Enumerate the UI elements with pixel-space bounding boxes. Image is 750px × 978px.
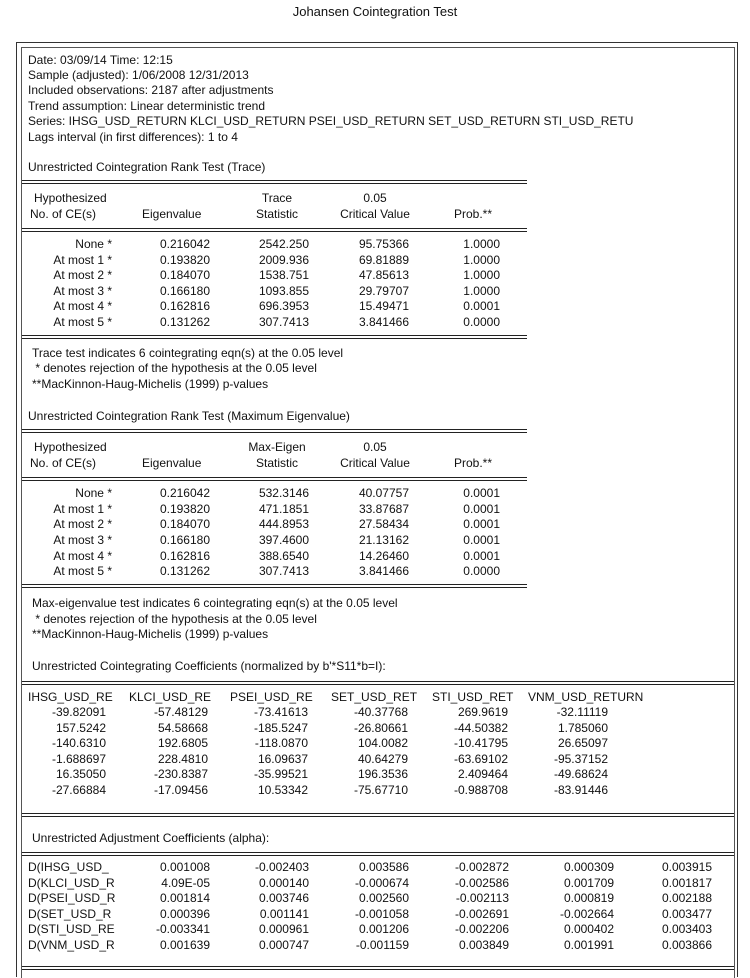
adj-cell: 0.000140 [258, 876, 309, 890]
coef-cell: -26.80661 [353, 721, 408, 735]
adj-cell: 0.000819 [563, 891, 614, 905]
adj-cell: -0.002691 [454, 907, 509, 921]
divider [22, 338, 527, 339]
coef-cell: -57.48129 [153, 705, 208, 719]
divider [22, 228, 527, 229]
coef-cell: -0.988708 [453, 783, 508, 797]
trace-note: * denotes rejection of the hypothesis at the 0.05 level [32, 361, 317, 375]
cv-cell: 47.85613 [358, 268, 409, 282]
coef-cell: -83.91446 [553, 783, 608, 797]
hyp-cell: None * [75, 486, 112, 500]
adj-cell: 0.000396 [159, 907, 210, 921]
cv-cell: 3.841466 [358, 564, 409, 578]
hyp-cell: At most 3 * [53, 533, 112, 547]
adj-cell: 0.000402 [563, 922, 614, 936]
cv-cell: 14.26460 [358, 549, 409, 563]
adj-cell: 0.001814 [159, 891, 210, 905]
col-cv-header-2: Critical Value [340, 207, 410, 221]
divider [22, 335, 527, 336]
adj-cell: -0.003341 [155, 922, 210, 936]
col-hyp-header-1: Hypothesized [34, 440, 107, 454]
divider [22, 966, 734, 967]
eigen-cell: 0.184070 [159, 268, 210, 282]
adj-cell: 0.000961 [258, 922, 309, 936]
col-hyp-header-2: No. of CE(s) [30, 207, 97, 221]
sample-line: Sample (adjusted): 1/06/2008 12/31/2013 [28, 68, 249, 82]
divider [22, 813, 734, 814]
adj-cell: 0.003586 [358, 860, 409, 874]
adj-cell: -0.001058 [354, 907, 409, 921]
lags-line: Lags interval (in first differences): 1 to 4 [28, 130, 238, 144]
col-hyp-header-1: Hypothesized [34, 191, 107, 205]
maxeig-note: Max-eigenvalue test indicates 6 cointegrating eqn(s) at the 0.05 level [32, 596, 398, 610]
coef-cell: -44.50382 [453, 721, 508, 735]
coef-cell: -185.5247 [253, 721, 308, 735]
cv-cell: 40.07757 [358, 486, 409, 500]
divider [22, 480, 527, 481]
coef-col-header: STI_USD_RET [432, 690, 514, 704]
adj-cell: 0.001008 [159, 860, 210, 874]
col-stat-header-1: Trace [261, 191, 293, 205]
coef-cell: -10.41795 [453, 736, 508, 750]
coef-cell: -118.0870 [254, 736, 308, 750]
stat-cell: 307.7413 [258, 564, 309, 578]
eigen-cell: 0.193820 [159, 253, 210, 267]
coef-cell: -230.8387 [153, 767, 208, 781]
coef-cell: 157.5242 [55, 721, 106, 735]
cv-cell: 3.841466 [358, 315, 409, 329]
coef-cell: 16.35050 [55, 767, 106, 781]
maxeig-section-title: Unrestricted Cointegration Rank Test (Maximum Eigenvalue) [28, 409, 350, 423]
coef-cell: 54.58668 [157, 721, 208, 735]
adj-cell: 4.09E-05 [161, 876, 210, 890]
coef-col-header: SET_USD_RET [331, 690, 418, 704]
maxeig-note: * denotes rejection of the hypothesis at the 0.05 level [32, 612, 317, 626]
coef-cell: 16.09637 [257, 752, 308, 766]
coef-col-header: KLCI_USD_RE [129, 690, 212, 704]
coef-section-title: Unrestricted Cointegrating Coefficients (normalized by b'*S11*b=I): [32, 659, 386, 673]
coef-cell: -32.11119 [556, 705, 608, 719]
cv-cell: 33.87687 [358, 502, 409, 516]
adj-row-label: D(STI_USD_RE [28, 922, 115, 936]
adj-cell: 0.001709 [563, 876, 614, 890]
stat-cell: 388.6540 [258, 549, 309, 563]
coef-cell: -17.09456 [153, 783, 208, 797]
coef-col-header: VNM_USD_RETURN [528, 690, 644, 704]
hyp-cell: At most 3 * [53, 284, 112, 298]
adj-cell: 0.001817 [661, 876, 712, 890]
eigen-cell: 0.166180 [159, 533, 210, 547]
adj-cell: 0.003477 [661, 907, 712, 921]
col-stat-header-1: Max-Eigen [248, 440, 306, 454]
coef-cell: 196.3536 [357, 767, 408, 781]
adj-section-title: Unrestricted Adjustment Coefficients (alpha): [32, 831, 270, 845]
hyp-cell: At most 4 * [53, 549, 112, 563]
adj-row-label: D(VNM_USD_R [28, 938, 115, 952]
trace-note: Trace test indicates 6 cointegrating eqn(s) at the 0.05 level [32, 346, 344, 360]
adj-row-label: D(IHSG_USD_ [28, 860, 109, 874]
coef-cell: 40.64279 [357, 752, 408, 766]
cv-cell: 15.49471 [358, 299, 409, 313]
eigen-cell: 0.131262 [159, 564, 210, 578]
col-cv-header-1: 0.05 [363, 440, 387, 454]
coef-cell: 269.9619 [457, 705, 508, 719]
divider [22, 432, 527, 433]
trend-line: Trend assumption: Linear deterministic trend [28, 99, 265, 113]
coef-cell: -140.6310 [51, 736, 106, 750]
coef-cell: 26.65097 [557, 736, 608, 750]
adj-cell: 0.000747 [258, 938, 309, 952]
eigen-cell: 0.216042 [159, 237, 210, 251]
adj-cell: 0.003866 [661, 938, 712, 952]
divider [22, 852, 734, 853]
coef-cell: -75.67710 [353, 783, 408, 797]
divider [22, 587, 527, 588]
divider [22, 855, 734, 856]
divider [22, 429, 527, 430]
stat-cell: 307.7413 [258, 315, 309, 329]
coef-cell: 192.6805 [157, 736, 208, 750]
stat-cell: 2009.936 [258, 253, 309, 267]
stat-cell: 1538.751 [258, 268, 309, 282]
adj-row-label: D(PSEI_USD_R [28, 891, 116, 905]
stat-cell: 1093.855 [258, 284, 309, 298]
adj-row-label: D(KLCI_USD_R [28, 876, 115, 890]
series-line: Series: IHSG_USD_RETURN KLCI_USD_RETURN PSEI_USD_RETURN SET_USD_RETURN STI_USD_RETU [28, 114, 634, 128]
adj-cell: -0.002113 [455, 891, 509, 905]
divider [22, 180, 527, 181]
prob-cell: 0.0001 [463, 502, 500, 516]
adj-cell: -0.002872 [454, 860, 509, 874]
col-hyp-header-2: No. of CE(s) [30, 456, 97, 470]
coef-cell: -95.37152 [553, 752, 608, 766]
eigen-cell: 0.193820 [159, 502, 210, 516]
adj-row-label: D(SET_USD_R [28, 907, 112, 921]
cv-cell: 69.81889 [358, 253, 409, 267]
divider [22, 681, 734, 682]
coef-cell: -73.41613 [253, 705, 308, 719]
eigen-cell: 0.216042 [159, 486, 210, 500]
prob-cell: 0.0001 [463, 486, 500, 500]
eigen-cell: 0.162816 [159, 299, 210, 313]
hyp-cell: At most 5 * [53, 564, 112, 578]
coef-col-header: PSEI_USD_RE [230, 690, 313, 704]
divider [22, 816, 734, 817]
adj-cell: -0.000674 [354, 876, 409, 890]
prob-cell: 0.0001 [463, 517, 500, 531]
adj-cell: 0.003915 [661, 860, 712, 874]
hyp-cell: At most 1 * [53, 253, 112, 267]
divider [22, 231, 527, 232]
hyp-cell: At most 2 * [53, 268, 112, 282]
adj-cell: 0.002188 [661, 891, 712, 905]
col-stat-header-2: Statistic [255, 207, 298, 221]
stat-cell: 397.4600 [258, 533, 309, 547]
adj-cell: -0.002586 [454, 876, 509, 890]
col-eigen-header: Eigenvalue [142, 207, 202, 221]
eigen-cell: 0.162816 [159, 549, 210, 563]
eigen-cell: 0.184070 [159, 517, 210, 531]
col-prob-header: Prob.** [454, 207, 493, 221]
coef-cell: 104.0082 [357, 736, 408, 750]
coef-cell: -27.66884 [51, 783, 106, 797]
date-line: Date: 03/09/14 Time: 12:15 [28, 53, 173, 67]
coef-cell: 2.409464 [457, 767, 508, 781]
coef-col-header: IHSG_USD_RE [28, 690, 113, 704]
adj-cell: 0.001991 [563, 938, 614, 952]
stat-cell: 2542.250 [258, 237, 309, 251]
stat-cell: 696.3953 [258, 299, 309, 313]
col-cv-header-2: Critical Value [340, 456, 410, 470]
adj-cell: -0.002206 [454, 922, 509, 936]
coef-cell: 1.785060 [557, 721, 608, 735]
eigen-cell: 0.131262 [159, 315, 210, 329]
prob-cell: 0.0001 [463, 299, 500, 313]
adj-cell: 0.001206 [358, 922, 409, 936]
trace-section-title: Unrestricted Cointegration Rank Test (Trace) [28, 160, 266, 174]
output-panel [21, 47, 735, 978]
adj-cell: 0.001141 [259, 907, 309, 921]
prob-cell: 1.0000 [463, 253, 500, 267]
col-cv-header-1: 0.05 [363, 191, 387, 205]
col-stat-header-2: Statistic [255, 456, 298, 470]
coef-cell: 228.4810 [157, 752, 208, 766]
col-eigen-header: Eigenvalue [142, 456, 202, 470]
divider [22, 684, 734, 685]
adj-cell: -0.002403 [254, 860, 309, 874]
divider [22, 477, 527, 478]
page-title: Johansen Cointegration Test [292, 4, 458, 19]
hyp-cell: None * [75, 237, 112, 251]
adj-cell: -0.002664 [559, 907, 614, 921]
col-prob-header: Prob.** [454, 456, 493, 470]
adj-cell: 0.003403 [661, 922, 712, 936]
hyp-cell: At most 1 * [53, 502, 112, 516]
adj-cell: 0.002560 [358, 891, 409, 905]
prob-cell: 0.0001 [463, 549, 500, 563]
cv-cell: 95.75366 [358, 237, 409, 251]
coef-cell: -63.69102 [453, 752, 508, 766]
coef-cell: -40.37768 [353, 705, 408, 719]
prob-cell: 1.0000 [463, 237, 500, 251]
cv-cell: 29.79707 [358, 284, 409, 298]
coef-cell: -49.68624 [553, 767, 608, 781]
adj-cell: 0.000309 [563, 860, 614, 874]
cv-cell: 21.13162 [358, 533, 409, 547]
adj-cell: 0.003849 [458, 938, 509, 952]
stat-cell: 532.3146 [258, 486, 309, 500]
coef-cell: -39.82091 [51, 705, 106, 719]
prob-cell: 1.0000 [463, 284, 500, 298]
hyp-cell: At most 5 * [53, 315, 112, 329]
divider [22, 183, 527, 184]
coef-cell: -35.99521 [253, 767, 308, 781]
divider [22, 969, 734, 970]
prob-cell: 0.0001 [463, 533, 500, 547]
coef-cell: -1.688697 [51, 752, 106, 766]
coef-cell: 10.53342 [257, 783, 308, 797]
stat-cell: 444.8953 [258, 517, 309, 531]
cv-cell: 27.58434 [358, 517, 409, 531]
adj-cell: 0.001639 [159, 938, 210, 952]
trace-note: **MacKinnon-Haug-Michelis (1999) p-values [32, 377, 269, 391]
prob-cell: 1.0000 [463, 268, 500, 282]
hyp-cell: At most 4 * [53, 299, 112, 313]
prob-cell: 0.0000 [463, 315, 500, 329]
adj-cell: 0.003746 [258, 891, 309, 905]
divider [22, 584, 527, 585]
adj-cell: -0.001159 [355, 938, 409, 952]
prob-cell: 0.0000 [463, 564, 500, 578]
stat-cell: 471.1851 [258, 502, 309, 516]
observations-line: Included observations: 2187 after adjustments [28, 83, 274, 97]
output-frame [16, 42, 738, 977]
maxeig-note: **MacKinnon-Haug-Michelis (1999) p-values [32, 627, 269, 641]
hyp-cell: At most 2 * [53, 517, 112, 531]
eigen-cell: 0.166180 [159, 284, 210, 298]
